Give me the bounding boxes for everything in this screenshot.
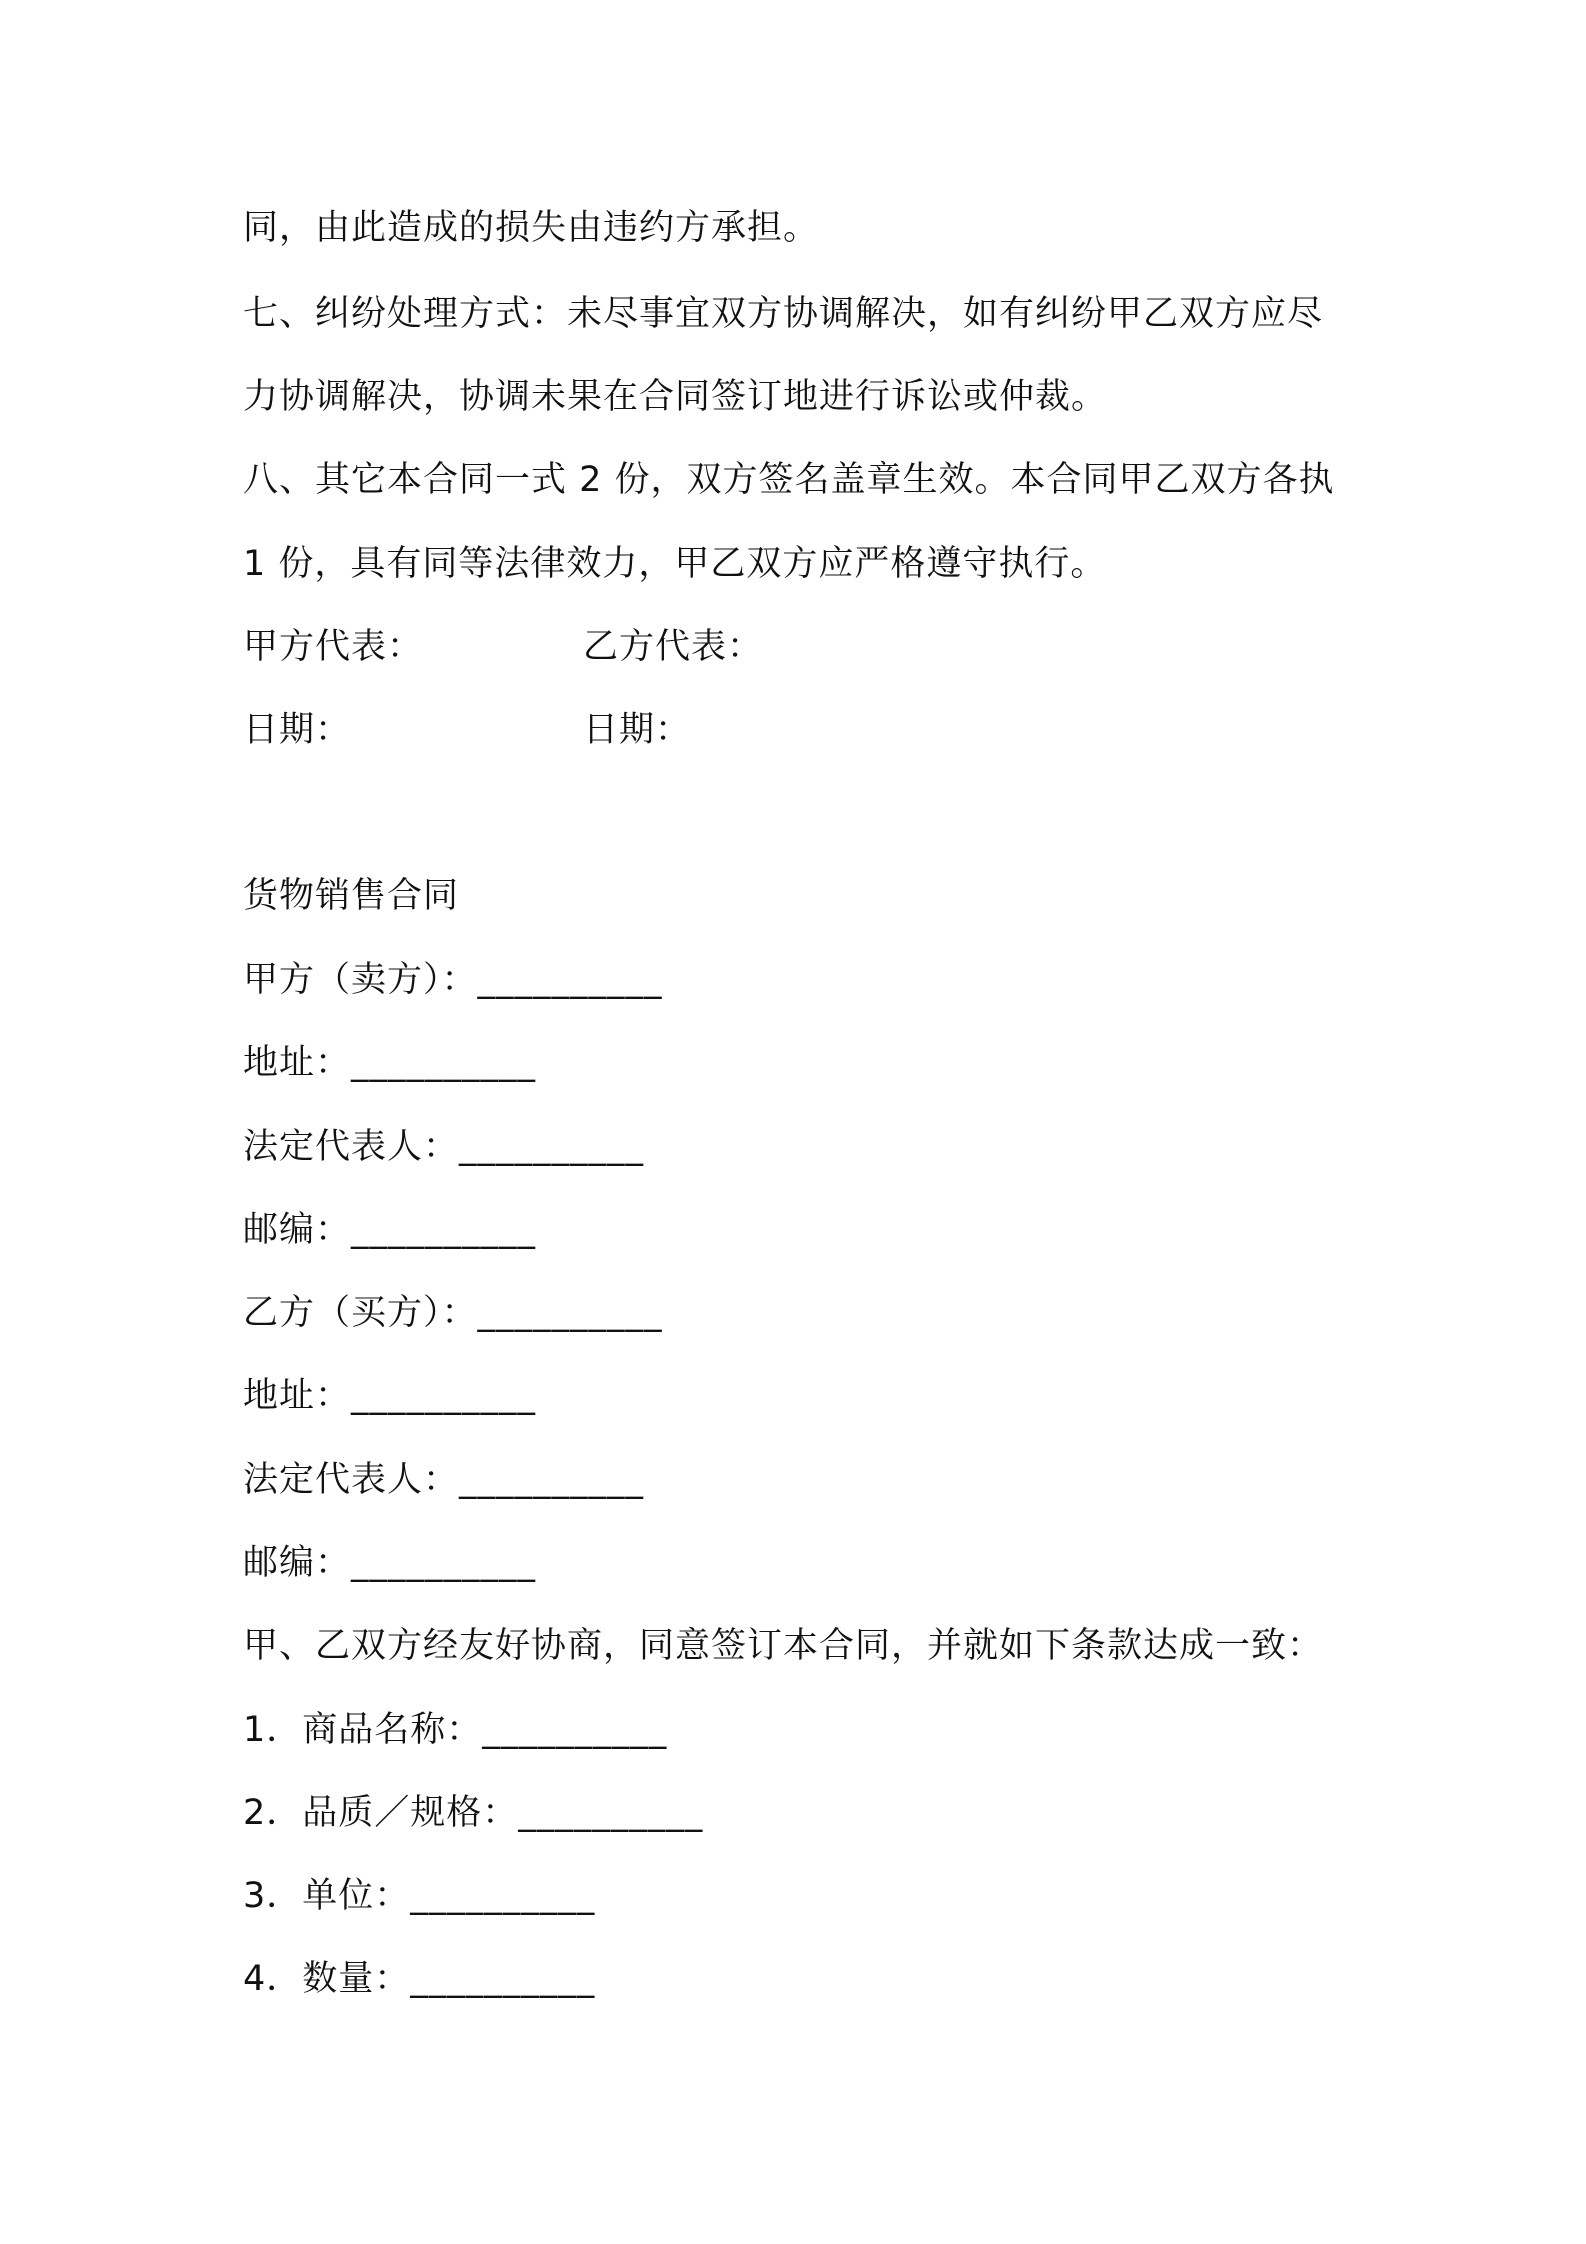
item-product-name: 1．商品名称：__________	[243, 1710, 668, 1750]
agreement-intro: 甲、乙双方经友好协商，同意签订本合同，并就如下条款达成一致：	[243, 1626, 1324, 1666]
buyer-legal-rep-field: 法定代表人：__________	[243, 1460, 645, 1500]
clause-7-line-1: 七、纠纷处理方式：未尽事宜双方协调解决，如有纠纷甲乙双方应尽	[243, 294, 1324, 334]
item-unit: 3．单位：__________	[243, 1876, 596, 1916]
seller-party-field: 甲方（卖方）：__________	[243, 960, 663, 1000]
buyer-party-field: 乙方（买方）：__________	[243, 1293, 663, 1333]
seller-legal-rep-field: 法定代表人：__________	[243, 1127, 645, 1167]
buyer-postcode-field: 邮编：__________	[243, 1543, 537, 1583]
party-a-representative-label: 甲方代表：	[243, 627, 424, 667]
buyer-address-field: 地址：__________	[243, 1376, 537, 1416]
item-quality-spec: 2．品质／规格：__________	[243, 1793, 704, 1833]
paragraph-continuation: 同，由此造成的损失由违约方承担。	[243, 208, 820, 248]
party-b-representative-label: 乙方代表：	[583, 627, 764, 667]
contract-title: 货物销售合同	[243, 876, 460, 916]
seller-postcode-field: 邮编：__________	[243, 1210, 537, 1250]
clause-8-line-1: 八、其它本合同一式 2 份，双方签名盖章生效。本合同甲乙双方各执	[243, 460, 1335, 500]
clause-7-line-2: 力协调解决，协调未果在合同签订地进行诉讼或仲裁。	[243, 377, 1108, 417]
item-quantity: 4．数量：__________	[243, 1959, 596, 1999]
party-b-date-label: 日期：	[583, 710, 692, 750]
clause-8-line-2: 1 份，具有同等法律效力，甲乙双方应严格遵守执行。	[243, 544, 1107, 584]
seller-address-field: 地址：__________	[243, 1043, 537, 1083]
party-a-date-label: 日期：	[243, 710, 352, 750]
